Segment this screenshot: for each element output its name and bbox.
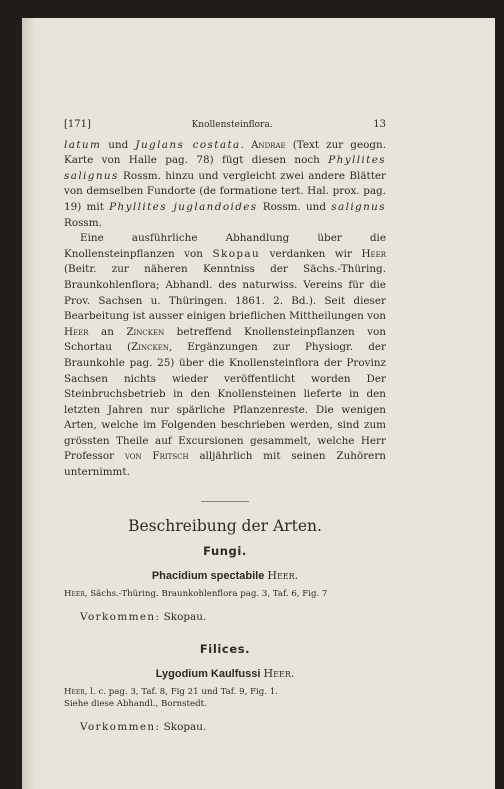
- group-heading-filices: Filices.: [199, 642, 251, 657]
- text-run: verdanken wir: [260, 247, 362, 260]
- occurrence-line: [80, 720, 386, 736]
- species-author: Heer.: [267, 568, 299, 582]
- text-run: Eine ausführliche Abhandlung über die Knollensteinpflanzen von: [64, 232, 386, 260]
- page-number: 13: [373, 119, 386, 130]
- text-run: an: [88, 325, 127, 338]
- text-run: .: [240, 138, 251, 151]
- author-name: Heer: [64, 325, 89, 338]
- author-name: Heer: [361, 247, 387, 260]
- text-run: Phyllites juglandoides: [109, 200, 258, 213]
- text-run: Rossm. hinzu und vergleicht zwei andere Blätter von demselben Fundorte (de formatione tert. Hal. prox. pag. 19) mit: [64, 169, 386, 213]
- author-name: Heer: [64, 687, 85, 698]
- species-heading: [64, 666, 386, 683]
- occurrence-value: Skopau.: [160, 611, 207, 624]
- text-run: , Sächs.-Thüring. Braunkohlenflora pag. 3, Taf. 6, Fig. 7: [84, 589, 328, 600]
- running-head: [64, 117, 386, 134]
- author-name: Andrae: [250, 138, 286, 151]
- paragraph-2: [64, 231, 386, 481]
- text-run: und: [101, 138, 136, 151]
- place-name: Skopau: [212, 247, 261, 260]
- page-gutter: [22, 18, 36, 789]
- text-run: (Text zur geogn. Karte von Halle pag. 78) fügt diesen noch: [64, 138, 386, 167]
- species-heading: [64, 568, 386, 585]
- reference-line: [64, 686, 386, 698]
- running-title: Knollensteinflora.: [191, 120, 273, 130]
- author-name: Heer: [64, 589, 85, 600]
- text-run: betreffend Knollensteinpflanzen von Schortau (: [64, 325, 386, 354]
- occurrence-label: Vorkommen:: [80, 611, 161, 624]
- species-name: Lygodium Kaulfussi: [155, 667, 261, 680]
- text-run: salignus: [331, 200, 387, 213]
- author-name: Zincken: [126, 325, 165, 338]
- text-run: latum: [64, 138, 102, 151]
- species-name: Phacidium spectabile: [151, 569, 265, 582]
- text-run: (Beitr. zur näheren Kenntniss der Sächs.-Thüring. Braunkohlenflora; Abhandl. des naturwiss. Vereins für die Prov. Sachsen u. Thüringen. 1861. 2. Bd.). Seit dieser Bearbeitung ist ausser einigen brieflichen Mittheilungen von: [64, 263, 386, 323]
- author-name: von Fritsch: [124, 450, 189, 463]
- species-author: Heer.: [263, 666, 295, 680]
- text-run: alljährlich mit seinen Zuhörern unternimmt.: [64, 450, 386, 479]
- page-reference: [171]: [64, 119, 91, 130]
- reference-line: [64, 588, 386, 600]
- page-content: [64, 117, 386, 752]
- author-name: Zincken: [131, 341, 169, 354]
- section-heading: Beschreibung der Arten.: [128, 516, 322, 535]
- group-heading-fungi: Fungi.: [203, 544, 247, 559]
- reference-line: Siehe diese Abhandl., Bornstedt.: [64, 699, 207, 710]
- occurrence-line: [80, 610, 386, 626]
- occurrence-value: Skopau.: [160, 721, 207, 734]
- text-run: Juglans costata: [135, 138, 241, 151]
- text-run: Rossm. und: [257, 200, 332, 213]
- section-divider: [201, 501, 249, 502]
- text-run: Phyllites salignus: [64, 154, 386, 182]
- text-run: Rossm.: [64, 216, 102, 229]
- occurrence-label: Vorkommen:: [80, 721, 161, 734]
- text-run: , Ergänzungen zur Physiogr. der Braunkohle pag. 25) über die Knollensteinflora der Provinz Sachsen nichts wieder veröffentlicht worden Der Steinbruchsbetrieb in den Knollensteinen lieferte in den letzten Jahren nur spärliche Pflanzenreste. Die wenigen Arten, welche im Folgenden beschrieben werden, sind zum grössten Theile auf Excursionen gesammelt, welche Herr Professor: [64, 341, 386, 463]
- text-run: , l. c. pag. 3, Taf. 8, Fig 21 und Taf. 9, Fig. 1.: [84, 687, 278, 698]
- paragraph-1: [64, 138, 386, 232]
